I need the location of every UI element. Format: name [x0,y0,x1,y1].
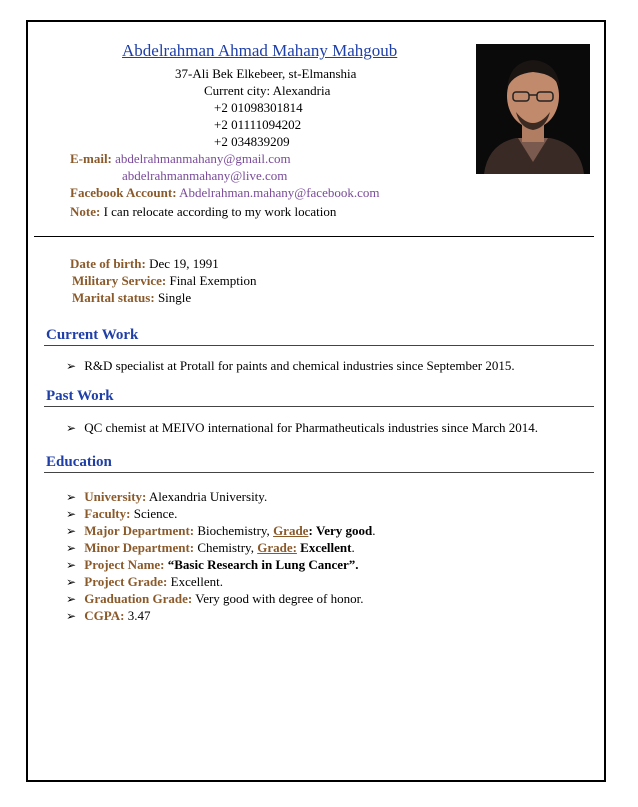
minor-label: Minor Department: [84,540,195,555]
note-label: Note: [70,204,101,219]
faculty-value: Science. [133,506,178,521]
phone-1: +2 01098301814 [214,100,303,115]
past-work-text: QC chemist at MEIVO international for Pharmatheuticals industries since March 2014. [84,420,539,435]
edu-graduation [66,591,364,607]
minor-grade-value: Excellent [300,540,352,555]
project-value: “Basic Research in Lung Cancer”. [167,557,359,572]
note-text: I can relocate according to my work location [103,204,337,219]
cgpa-value: 3.47 [127,608,151,623]
marital-row [72,290,191,306]
military-label: Military Service: [72,273,167,288]
past-work-rule [44,406,594,407]
past-work-item [66,420,538,436]
major-grade-label: Grade [273,523,309,538]
current-work-item [66,358,515,374]
major-label: Major Department: [84,523,195,538]
facebook-link[interactable]: Abdelrahman.mahany@facebook.com [179,185,380,200]
email-2[interactable]: abdelrahmanmahany@live.com [122,168,288,183]
edu-university [66,489,267,505]
past-work-title: Past Work [46,388,114,404]
current-work-title: Current Work [46,327,139,343]
facebook-row [70,185,379,201]
cgpa-label: CGPA: [84,608,125,623]
arrow-bullet-icon: ➢ [66,541,77,555]
faculty-label: Faculty: [84,506,131,521]
marital-label: Marital status: [72,290,155,305]
graduation-value: Very good with degree of honor. [195,591,364,606]
arrow-bullet-icon: ➢ [66,575,77,589]
university-label: University: [84,489,147,504]
arrow-bullet-icon: ➢ [66,558,77,572]
arrow-bullet-icon: ➢ [66,524,77,538]
dob-value: Dec 19, 1991 [149,256,219,271]
major-grade-value: Very good [316,523,373,538]
current-work-text: R&D specialist at Protall for paints and chemical industries since September 2015. [84,358,515,373]
education-rule [44,472,594,473]
edu-minor: ➢ Minor Department: Chemistry, Grade: Excellent. [66,540,355,555]
dob-row [70,256,219,272]
edu-cgpa [66,608,150,624]
city-line: Current city: Alexandria [204,83,331,98]
major-value: Biochemistry, [197,523,270,538]
phone-2: +2 01111094202 [214,117,302,132]
edu-faculty [66,506,177,522]
email-1[interactable]: abdelrahmanmahany@gmail.com [115,151,291,166]
edu-major: ➢ Major Department: Biochemistry, Grade: Very good. [66,523,376,538]
divider [34,236,594,237]
project-label: Project Name: [84,557,165,572]
address-line: 37-Ali Bek Elkebeer, st-Elmanshia [175,66,357,81]
project-grade-value: Excellent. [170,574,223,589]
minor-value: Chemistry, [197,540,254,555]
profile-photo [476,44,590,174]
arrow-bullet-icon: ➢ [66,359,77,373]
graduation-label: Graduation Grade: [84,591,193,606]
arrow-bullet-icon: ➢ [66,592,77,606]
arrow-bullet-icon: ➢ [66,490,77,504]
current-work-rule [44,345,594,346]
military-row [72,273,257,289]
arrow-bullet-icon: ➢ [66,609,77,623]
edu-project [66,557,359,573]
cv-name: Abdelrahman Ahmad Mahany Mahgoub [122,41,398,60]
dob-label: Date of birth: [70,256,146,271]
facebook-label: Facebook Account: [70,185,177,200]
project-grade-label: Project Grade: [84,574,168,589]
note-row [70,204,336,220]
education-title: Education [46,454,112,470]
email-row-1 [70,151,291,167]
phone-3: +2 034839209 [214,134,290,149]
arrow-bullet-icon: ➢ [66,507,77,521]
marital-value: Single [157,290,192,305]
military-value: Final Exemption [169,273,257,288]
edu-project-grade [66,574,223,590]
email-label: E-mail: [70,151,112,166]
arrow-bullet-icon: ➢ [66,421,77,435]
university-value: Alexandria University. [148,489,268,504]
minor-grade-label: Grade: [257,540,297,555]
